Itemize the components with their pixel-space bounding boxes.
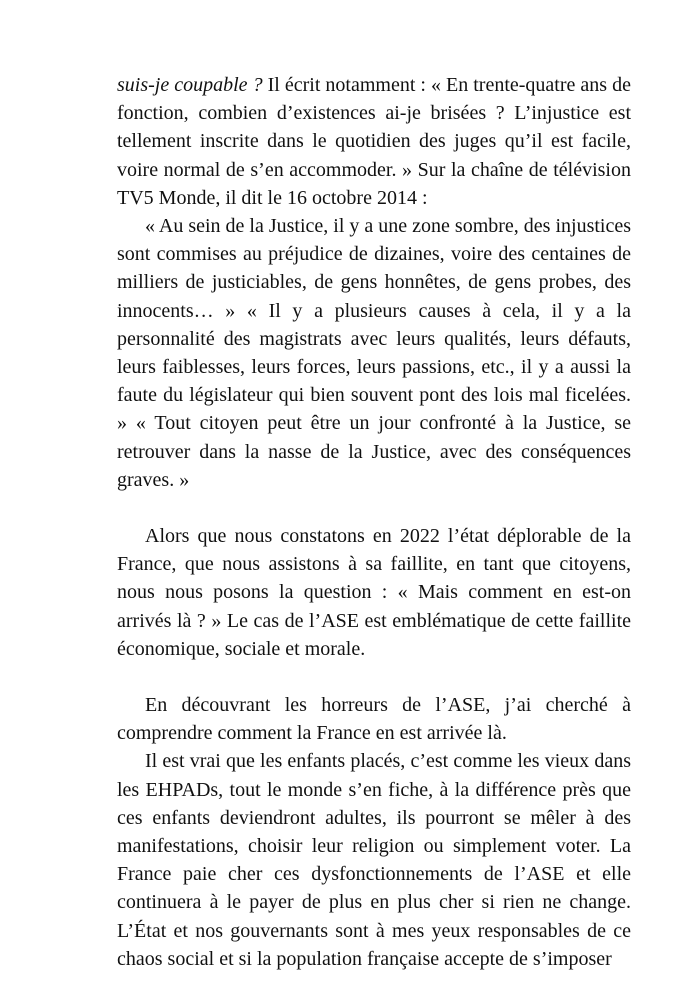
paragraph-decouverte: En découvrant les horreurs de l’ASE, j’ai cherché à comprendre comment la France en est arrivée là. xyxy=(117,694,631,745)
paragraph-text: Il écrit notamment : « En trente-quatre ans de fonction, combien d’existences ai-je brisées ? L’injustice est tellement inscrite dans le quotidien des juges qu’il est facile, voire normal de s’en accommoder. » Sur la chaîne de télévision TV5 Monde, il dit le 16 octobre 2014 : xyxy=(117,74,631,209)
italic-lead: suis-je coupable ? xyxy=(117,74,263,96)
paragraph-enfants-places: Il est vrai que les enfants placés, c’est comme les vieux dans les EHPADs, tout le monde s’en fiche, à la différence près que ces enfants deviendront adultes, ils pourront se mêler à des manifestations, choisir leur religion ou simplement voter. La France paie cher ces dysfonctionnements de l’ASE et elle continuera à le payer de plus en plus cher si rien ne change. L’État et nos gouvernants sont à mes yeux responsables de ce chaos social et si la population française accepte de s’imposer xyxy=(117,750,631,970)
paragraph-continuation xyxy=(117,71,631,212)
document-page xyxy=(117,71,631,973)
paragraph-faillite: Alors que nous constatons en 2022 l’état déplorable de la France, que nous assistons à sa faillite, en tant que citoyens, nous nous posons la question : « Mais comment en est-on arrivés là ? » Le cas de l’ASE est emblématique de cette faillite économique, sociale et morale. xyxy=(117,525,631,660)
paragraph-quote: « Au sein de la Justice, il y a une zone sombre, des injustices sont commises au préjudice de dizaines, voire des centaines de milliers de justiciables, de gens honnêtes, de gens probes, des innocents… » « Il y a plusieurs causes à cela, il y a la personnalité des magistrats avec leurs qualités, leurs défauts, leurs faiblesses, leurs forces, leurs passions, etc., il y a aussi la faute du législateur qui bien souvent pont des lois mal ficelées. » « Tout citoyen peut être un jour confronté à la Justice, se retrouver dans la nasse de la Justice, avec des conséquences graves. » xyxy=(117,215,632,491)
